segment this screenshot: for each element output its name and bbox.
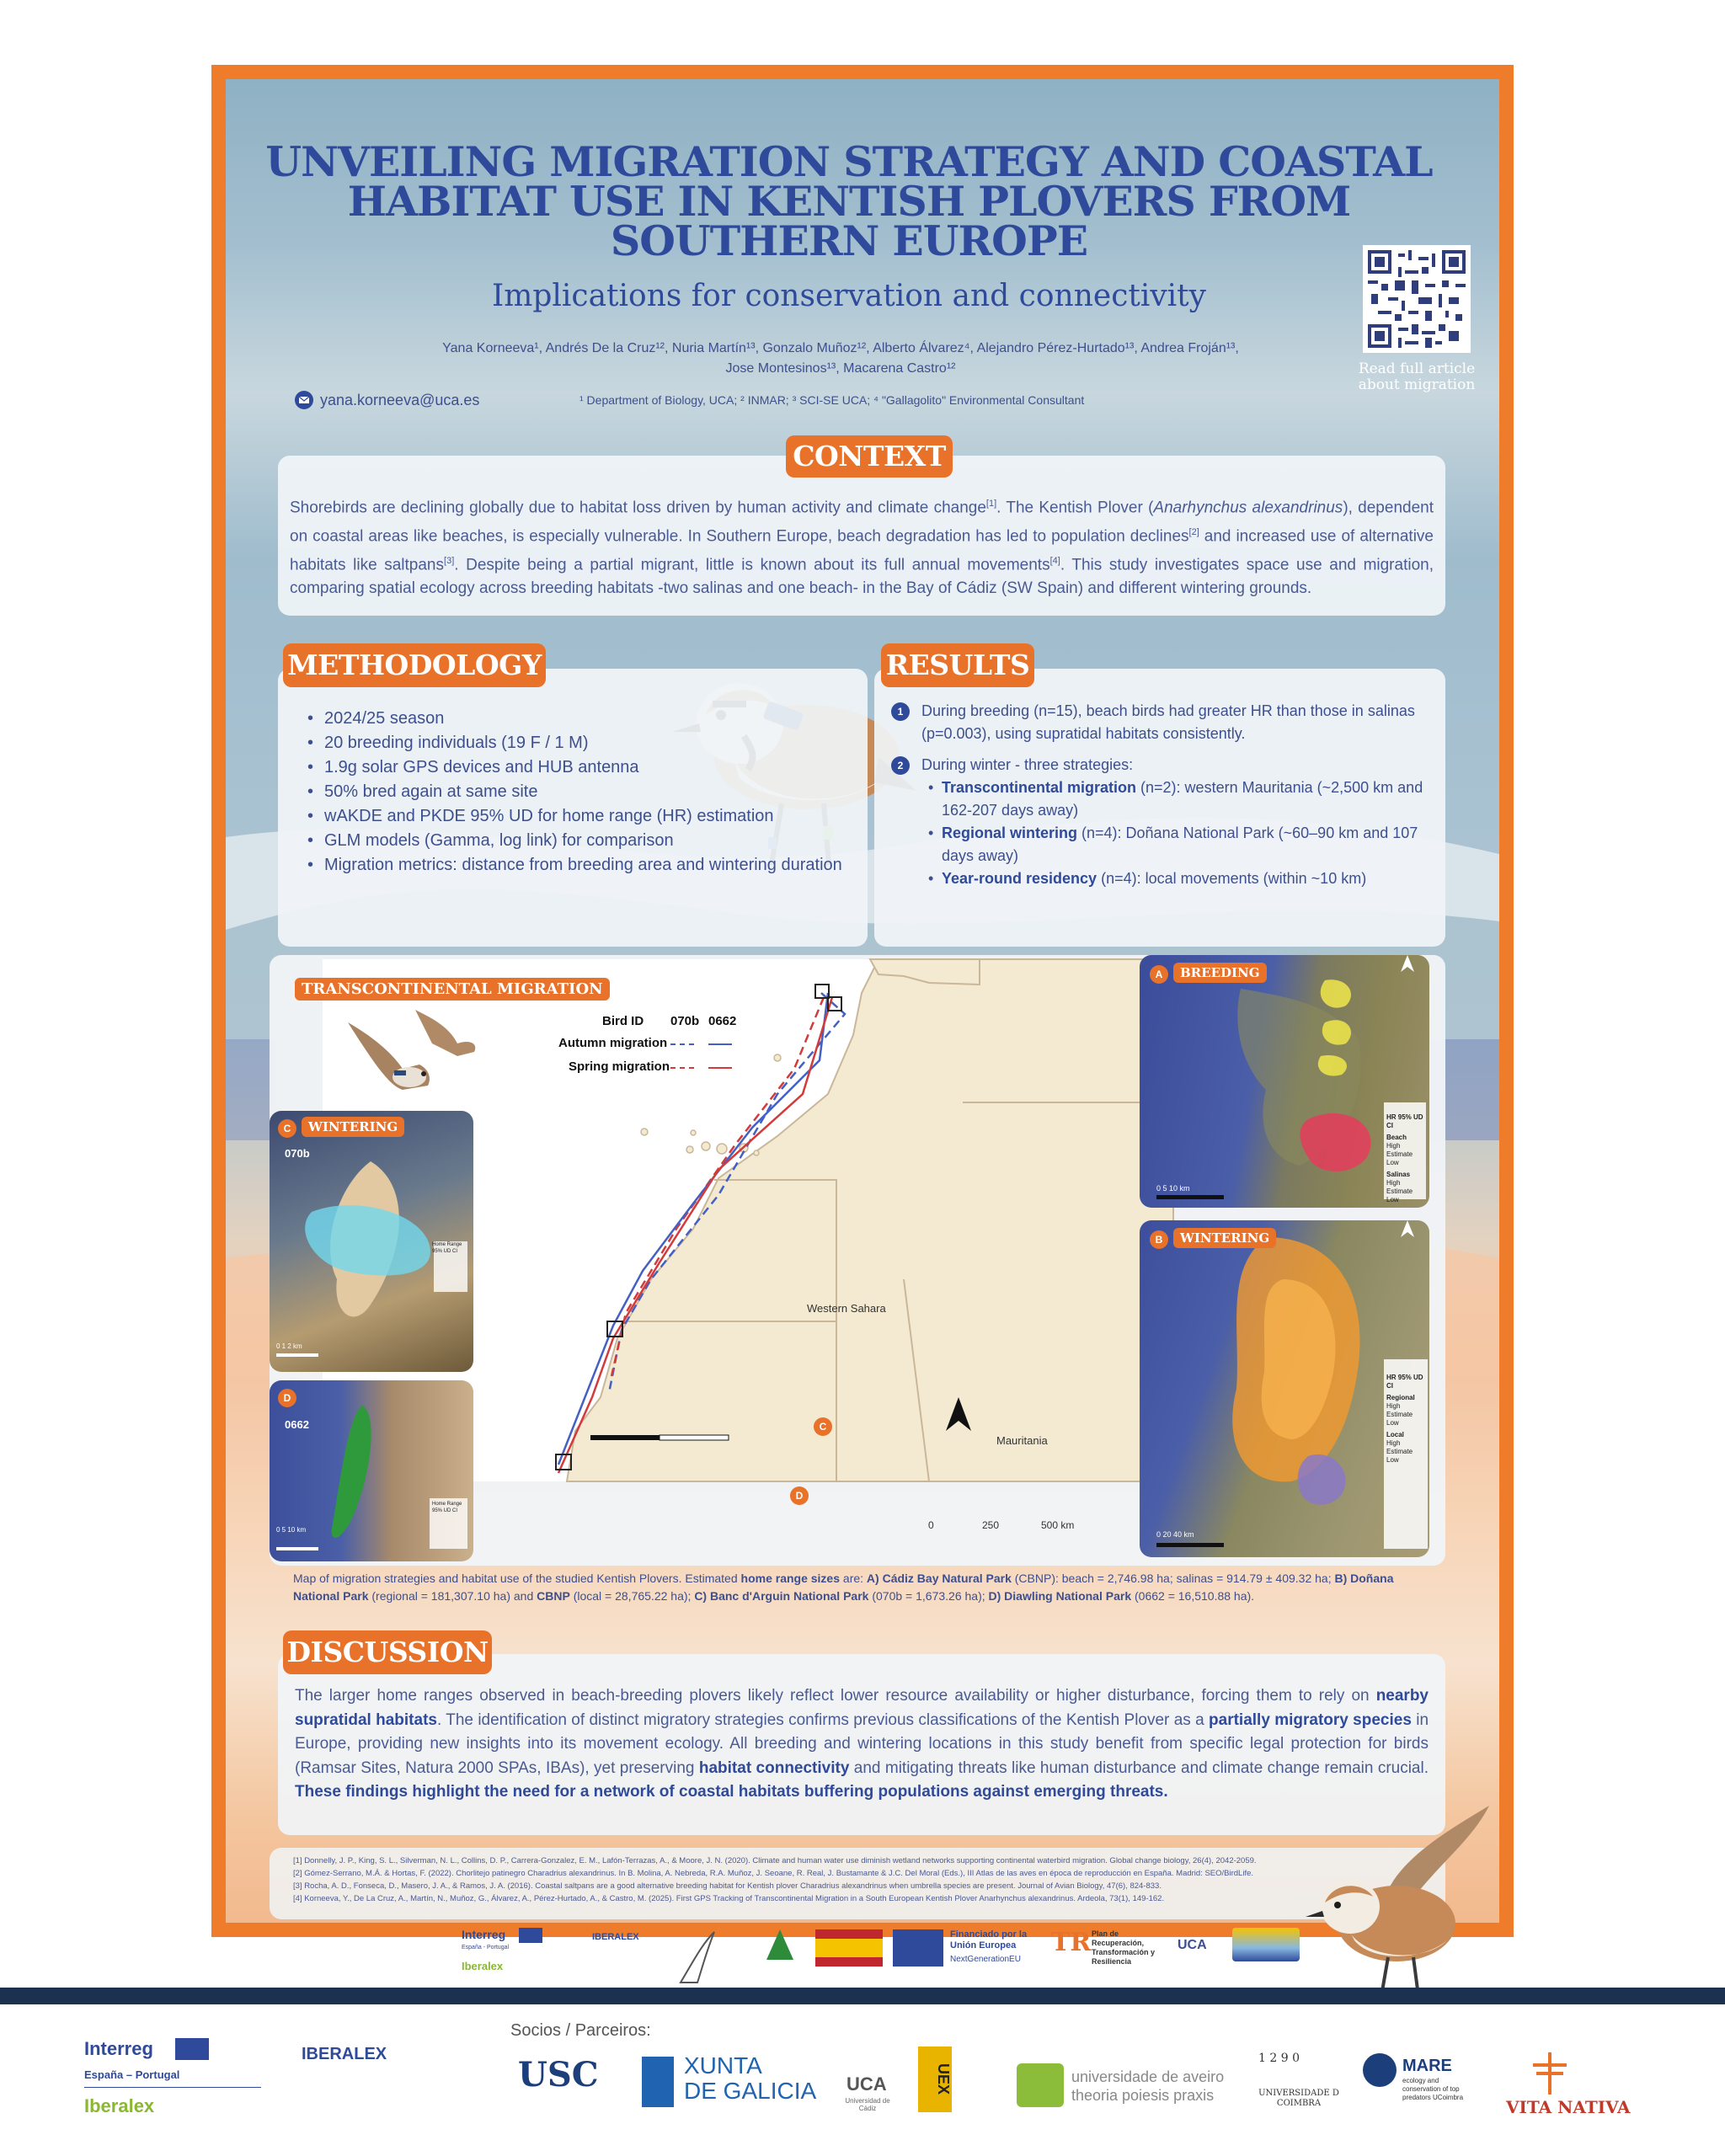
- inset-b-legend-estimate: Estimate: [1386, 1411, 1413, 1418]
- plan-text: Plan de Recuperación, Transformación y Resiliencia: [1092, 1929, 1156, 1966]
- results-body: [891, 700, 1430, 890]
- methodology-item: • wAKDE and PKDE 95% UD for home range (HR) estimation: [306, 804, 853, 829]
- authors-line-1: Yana Korneeva¹, Andrés De la Cruz¹², Nuria Martín¹³, Gonzalo Muñoz¹², Alberto Álvarez⁴, Alejandro Pérez-Hurtado¹³, Andrea Froján¹³,: [442, 341, 1239, 355]
- inset-b-legend-low: Low: [1386, 1419, 1399, 1427]
- discussion-bold-2: partially migratory species: [1209, 1710, 1412, 1729]
- affiliations: ¹ Department of Biology, UCA; ² INMAR; ³ SCI-SE UCA; ⁴ "Gallagolito" Environmental Consultant: [579, 393, 1085, 407]
- label-mauritania: Mauritania: [996, 1434, 1048, 1447]
- mare-logo: MARE: [1402, 2057, 1452, 2075]
- caption-part-f: B) Doñana National Park: [293, 1572, 1394, 1603]
- scale-0: 0: [928, 1519, 934, 1531]
- inset-a-legend-estimate: Estimate: [1386, 1150, 1413, 1158]
- inset-b-scale: 0 20 40 km: [1156, 1530, 1194, 1539]
- context-ref-3: [3]: [444, 555, 455, 566]
- references: [293, 1854, 1388, 1905]
- map-legend: [558, 1014, 811, 1081]
- methodology-item: • 1.9g solar GPS devices and HUB antenna: [306, 755, 853, 780]
- methodology-item: • GLM models (Gamma, log link) for comparison: [306, 829, 853, 853]
- context-species: Anarhynchus alexandrinus: [1153, 499, 1343, 517]
- caption-part-e: (CBNP): beach = 2,746.98 ha; salinas = 914.79 ± 409.32 ha;: [1011, 1572, 1335, 1585]
- financiado-text: Financiado por la Unión Europea: [950, 1929, 1028, 1951]
- coimbra-year: 1 2 9 0: [1258, 2052, 1300, 2065]
- poster-eu-flag: [519, 1928, 542, 1943]
- legend-autumn-row: [558, 1036, 811, 1059]
- methodology-list: [306, 707, 853, 878]
- inset-a-title: BREEDING: [1173, 963, 1267, 983]
- context-part-3: ), dependent on coastal areas like beaches, is especially vulnerable. In Southern Europe, beach degradation has led to population declines: [290, 499, 1434, 546]
- context-heading: CONTEXT: [786, 435, 953, 478]
- inset-a-scale: 0 5 10 km: [1156, 1184, 1190, 1193]
- legend-0662: 0662: [708, 1014, 737, 1028]
- strategy-3-name: Year-round residency: [942, 870, 1097, 887]
- legend-spring: Spring migration: [569, 1059, 670, 1074]
- inset-b-legend-low-2: Low: [1386, 1456, 1399, 1464]
- authors: [335, 339, 1346, 379]
- aveiro-line-2: theoria poiesis praxis: [1071, 2087, 1215, 2104]
- footer-uca-sub: Universidad de Cádiz: [845, 2097, 890, 2112]
- mare-sub: ecology and conservation of top predators UCoimbra: [1402, 2077, 1464, 2101]
- reference-item: [4] Korneeva, Y., De La Cruz, A., Martín, N., Muñoz, G., Álvarez, A., Pérez-Hurtado, A., & Castro, M. (2025). First GPS Tracking of Transcontinental Migration in a South European Kentish Plover Anarhynchus alexandrinus. Ardeola, 73(1), 149-162.: [293, 1894, 1165, 1903]
- qr-caption: Read full article about migration: [1358, 360, 1476, 393]
- strategy-2-name: Regional wintering: [942, 825, 1078, 841]
- title-line-1: UNVEILING MIGRATION STRATEGY AND COASTAL: [265, 137, 1433, 186]
- poster-iberalex: Iberalex: [462, 1960, 504, 1972]
- email-row[interactable]: [295, 391, 479, 409]
- strategy-2-detail: (n=4): Doñana National Park (~60–90 km and 107 days away): [942, 825, 1418, 864]
- strategy-2: • Regional wintering (n=4): Doñana National Park (~60–90 km and 107 days away): [928, 825, 1418, 864]
- context-text: [290, 492, 1434, 601]
- inset-b-legend-estimate-2: Estimate: [1386, 1448, 1413, 1455]
- inset-a-legend-high: High: [1386, 1142, 1401, 1150]
- dragonfly-icon: [1525, 2048, 1575, 2099]
- inset-d-legend: Home Range 95% UD CI: [432, 1502, 462, 1513]
- xunta-line-2: DE GALICIA: [684, 2078, 817, 2104]
- inset-d-scale: 0 5 10 km: [276, 1526, 307, 1534]
- inset-a-legend-beach: Beach: [1386, 1134, 1407, 1141]
- discussion-bold-3: habitat connectivity: [698, 1758, 850, 1777]
- poster-iberalex-logo: IBERALEX: [592, 1932, 639, 1942]
- legend-autumn: Autumn migration: [558, 1036, 668, 1050]
- vita-nativa-logo: VITA NATIVA: [1506, 2097, 1631, 2117]
- nextgen-text: NextGenerationEU: [950, 1955, 1021, 1964]
- inset-a-legend-estimate-2: Estimate: [1386, 1187, 1413, 1195]
- caption-part-m: (0662 = 16,510.88 ha).: [1131, 1589, 1255, 1603]
- xunta-shield-icon: [642, 2057, 674, 2107]
- methodology-item: • Migration metrics: distance from breeding area and wintering duration: [306, 853, 853, 878]
- poster-title: [259, 137, 1439, 265]
- inset-c-title: WINTERING: [302, 1117, 404, 1137]
- qr-code[interactable]: [1363, 245, 1471, 353]
- methodology-item: • 50% bred again at same site: [306, 780, 853, 804]
- result-2: [891, 754, 1430, 776]
- caption-part-c: are:: [840, 1572, 867, 1585]
- inset-c-bird-id: 070b: [285, 1147, 310, 1160]
- caption-part-a: Map of migration strategies and habitat use of the studied Kentish Plovers. Estimated: [293, 1572, 741, 1585]
- strategy-list: [891, 776, 1430, 890]
- map-caption: [293, 1570, 1439, 1605]
- footer-iberalex: Iberalex: [84, 2095, 155, 2116]
- legend-070b: 070b: [670, 1014, 700, 1028]
- xunta-line-1: XUNTA: [684, 2052, 762, 2079]
- poster-esp-port: España - Portugal: [462, 1945, 510, 1951]
- results-heading: RESULTS: [881, 643, 1034, 687]
- caption-part-b: home range sizes: [740, 1572, 841, 1585]
- strategy-3: • Year-round residency (n=4): local movements (within ~10 km): [928, 870, 1367, 887]
- footer-eu-flag: [175, 2038, 209, 2060]
- poster-subtitle: Implications for conservation and connectivity: [491, 279, 1206, 313]
- aveiro-line-1: universidade de aveiro: [1071, 2068, 1225, 2085]
- inset-b-legend-regional: Regional: [1386, 1394, 1415, 1401]
- aveiro-icon: [1017, 2063, 1064, 2107]
- result-1-text: During breeding (n=15), beach birds had greater HR than those in salinas (p=0.003), using supratidal habitats consistently.: [921, 702, 1415, 742]
- result-number-2: 2: [891, 756, 910, 775]
- spain-gov-logo: [815, 1929, 883, 1967]
- strategy-1-name: Transcontinental migration: [942, 779, 1137, 796]
- email-text: yana.korneeva@uca.es: [320, 391, 480, 408]
- footer-bar: [0, 1988, 1725, 2004]
- caption-part-g: (regional = 181,307.10 ha) and: [368, 1589, 537, 1603]
- inset-d-bird-id: 0662: [285, 1418, 309, 1431]
- discussion-text: [295, 1684, 1429, 1805]
- inset-a-legend-title: HR 95% UD CI: [1386, 1113, 1423, 1129]
- discussion-part-3: in Europe, providing new insights into its movement ecology. All breeding and wintering locations in this study benefit from specific legal protection for birds (Ramsar Sites, Natura 2000 SPAs, IBAs), yet preserving: [295, 1710, 1429, 1777]
- inset-b-legend-high-2: High: [1386, 1439, 1401, 1447]
- inset-a-legend-high-2: High: [1386, 1179, 1401, 1187]
- email-icon: [295, 391, 313, 409]
- title-line-2: HABITAT USE IN KENTISH PLOVERS FROM: [347, 177, 1351, 226]
- legend-bird-id: Bird ID: [602, 1014, 644, 1028]
- strategy-1: • Transcontinental migration (n=2): western Mauritania (~2,500 km and 162-207 days away): [928, 779, 1423, 819]
- strategy-3-detail: (n=4): local movements (within ~10 km): [1097, 870, 1367, 887]
- usc-logo: USC: [518, 2055, 599, 2095]
- point-d-marker: D: [790, 1486, 809, 1505]
- inset-a-legend-low: Low: [1386, 1159, 1399, 1166]
- footer-iberalex-logo: IBERALEX: [302, 2045, 387, 2063]
- caption-part-l: D) Diawling National Park: [988, 1589, 1132, 1603]
- inset-a-marker: A: [1150, 965, 1168, 984]
- mare-icon: [1363, 2053, 1397, 2087]
- legend-spring-row: [558, 1059, 811, 1081]
- authors-line-2: Jose Montesinos¹³, Macarena Castro¹²: [725, 361, 956, 376]
- result-1: [891, 700, 1430, 745]
- inset-a-legend: [1386, 1113, 1430, 1204]
- footer: [0, 2004, 1725, 2156]
- context-part-1: Shorebirds are declining globally due to habitat loss driven by human activity and climate change: [290, 499, 986, 517]
- context-ref-2: [2]: [1188, 526, 1199, 537]
- eu-flag-logo: [893, 1929, 943, 1967]
- title-line-3: SOUTHERN EUROPE: [610, 216, 1088, 265]
- caption-part-k: (070b = 1,673.26 ha);: [868, 1589, 989, 1603]
- legend-header-row: [558, 1014, 811, 1036]
- scale-250: 250: [982, 1519, 1000, 1531]
- junta-andalucia-logo: [765, 1928, 795, 1961]
- inset-b-legend-high: High: [1386, 1402, 1401, 1410]
- inset-b-legend-local: Local: [1386, 1431, 1404, 1438]
- caption-part-h: CBNP: [537, 1589, 570, 1603]
- strategy-1-detail: (n=2): western Mauritania (~2,500 km and 162-207 days away): [942, 779, 1423, 819]
- caption-part-j: C) Banc d'Arguin National Park: [694, 1589, 869, 1603]
- footer-interreg: Interreg: [84, 2038, 153, 2059]
- discussion-part-4: and mitigating threats like human disturbance and climate change remain crucial.: [849, 1758, 1429, 1777]
- footer-uca-logo: UCA: [846, 2073, 887, 2095]
- caption-part-d: A) Cádiz Bay Natural Park: [866, 1572, 1012, 1585]
- context-part-6: . This study investigates space use and migration, comparing spatial ecology across breeding habitats -two salinas and one beach- in the Bay of Cádiz (SW Spain) and different wintering grounds.: [290, 555, 1434, 598]
- context-part-4: and increased use of alternative habitats like saltpans: [290, 527, 1434, 574]
- inset-d-marker: D: [278, 1389, 296, 1407]
- methodology-item: • 20 breeding individuals (19 F / 1 M): [306, 731, 853, 755]
- bird-logo-icon: [676, 1928, 718, 1987]
- inset-b-legend: [1386, 1374, 1430, 1465]
- context-part-2: . The Kentish Plover (: [996, 499, 1154, 517]
- inset-b-marker: B: [1150, 1230, 1168, 1249]
- inset-c-scale: 0 1 2 km: [276, 1342, 302, 1350]
- discussion-part-2: . The identification of distinct migratory strategies confirms previous classifications of the Kentish Plover as a: [436, 1710, 1210, 1729]
- inset-b-title: WINTERING: [1173, 1228, 1276, 1248]
- uex-logo: UEX: [918, 2047, 952, 2112]
- inset-a-legend-low-2: Low: [1386, 1196, 1399, 1203]
- methodology-item: • 2024/25 season: [306, 707, 853, 731]
- label-western-sahara: Western Sahara: [807, 1302, 886, 1315]
- result-number-1: 1: [891, 702, 910, 721]
- footer-esp-port: España – Portugal: [84, 2068, 180, 2081]
- discussion-part-1: The larger home ranges observed in beach-breeding plovers likely reflect lower resource availability or higher disturbance, forcing them to rely on: [295, 1687, 1376, 1705]
- poster-uca-logo: UCA: [1178, 1938, 1207, 1952]
- poster-canvas: [226, 79, 1499, 1972]
- poster-interreg-logo: Interreg: [462, 1928, 506, 1941]
- context-part-5: . Despite being a partial migrant, little is known about its full annual movements: [454, 555, 1050, 574]
- main-map-title: TRANSCONTINENTAL MIGRATION: [295, 978, 610, 1001]
- plan-logo: TR: [1051, 1928, 1092, 1957]
- inset-c-legend: Home Range 95% UD CI: [432, 1242, 462, 1254]
- flying-plover-illustration: [1304, 1797, 1498, 1999]
- flying-plover-icon: [344, 1018, 445, 1102]
- context-ref-4: [4]: [1049, 555, 1060, 566]
- scale-500: 500 km: [1041, 1519, 1075, 1531]
- context-ref-1: [1]: [985, 499, 997, 509]
- inset-b-legend-title: HR 95% UD CI: [1386, 1374, 1423, 1390]
- aveiro-text: [1071, 2068, 1224, 2105]
- inset-d-svg: [270, 1380, 473, 1561]
- qr-code-pattern: [1368, 250, 1466, 348]
- point-c-marker: C: [814, 1417, 832, 1436]
- inset-c-marker: C: [278, 1119, 296, 1138]
- coimbra-text: UNIVERSIDADE D COIMBRA: [1258, 2089, 1339, 2108]
- discussion-bold-4: These findings highlight the need for a network of coastal habitats buffering populations against emerging threats.: [295, 1783, 1168, 1801]
- wetlands-group-logo: [1232, 1928, 1300, 1961]
- reference-item: [3] Rocha, A. D., Fonseca, D., Masero, J. A., & Ramos, J. A. (2016). Coastal saltpans are a good alternative breeding habitat for Kentish plover Charadrius alexandrinus when umbrella species are present. Journal of Avian Biology, 47(6), 824-833.: [293, 1881, 1162, 1891]
- inset-wintering-d: [270, 1380, 473, 1561]
- poster-border: [211, 65, 1514, 1972]
- reference-item: [2] Gómez-Serrano, M.Á. & Hortas, F. (2022). Chorlitejo patinegro Charadrius alexandrinus. In B. Molina, A. Nebreda, R.A. Muñoz, J. Seoane, R. Real, J. Bustamante & J.C. Del Moral (Eds.), III Atlas de las aves en época de reproducción en España. Madrid: SEO/BirdLife.: [293, 1869, 1254, 1878]
- methodology-heading: METHODOLOGY: [283, 643, 546, 687]
- socios-label: Socios / Parceiros:: [510, 2021, 651, 2040]
- inset-a-legend-salinas: Salinas: [1386, 1171, 1411, 1178]
- result-2-text: During winter - three strategies:: [921, 756, 1134, 773]
- reference-item: [1] Donnelly, J. P., King, S. L., Silverman, N. L., Collins, D. P., Carrera-Gonzalez, E. M., Lafón-Terrazas, A., & Moore, J. N. (2020). Climate and human water use diminish wetland networks supporting continental waterbird migration. Global change biology, 26(4), 2042-2059.: [293, 1856, 1257, 1865]
- discussion-heading: DISCUSSION: [283, 1630, 492, 1674]
- discussion-bold-1: nearby supratidal habitats: [295, 1687, 1429, 1729]
- caption-part-i: (local = 28,765.22 ha);: [569, 1589, 695, 1603]
- xunta-text: [684, 2053, 816, 2104]
- footer-divider: [84, 2087, 261, 2088]
